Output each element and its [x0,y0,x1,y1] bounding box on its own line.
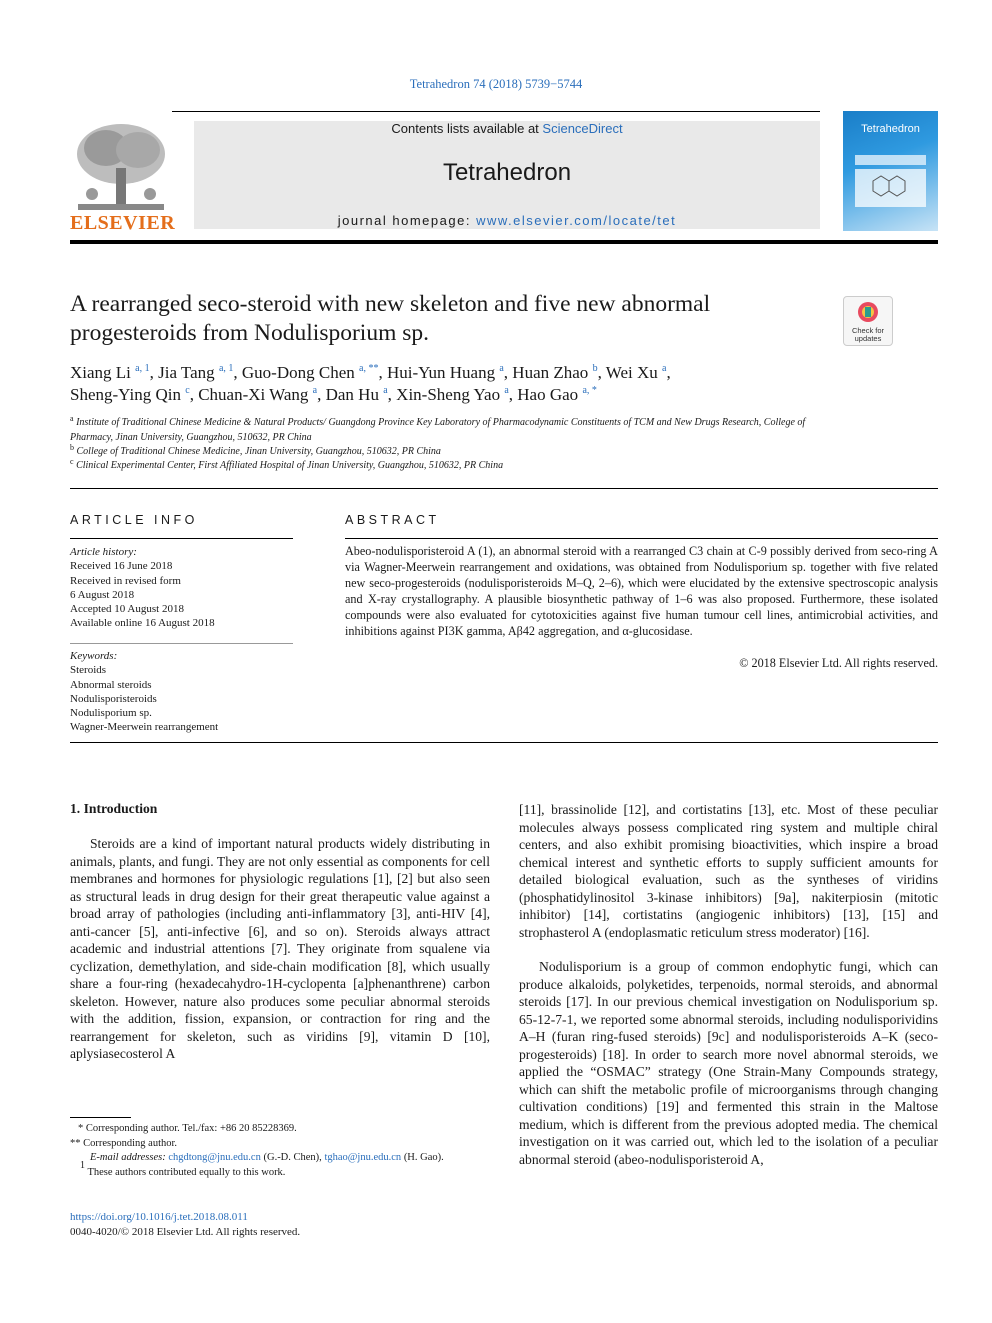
top-rule [172,111,820,112]
issn-line: 0040-4020/© 2018 Elsevier Ltd. All rights reserved. [70,1226,301,1238]
author[interactable]: Huan Zhao $^b$, [512,363,606,382]
author[interactable]: Dan Hu $^a$, [325,385,397,404]
abstract-end-rule [70,742,938,743]
journal-citation[interactable]: Tetrahedron 74 (2018) 5739−5744 [409,77,583,91]
abstract-rule [345,538,938,539]
footnote-emails: E-mail addresses: chgdtong@jnu.edu.cn (G.-D. Chen), tghao@jnu.edu.cn (H. Gao). [90,1152,444,1163]
keywords [70,649,293,735]
author[interactable]: Sheng-Ying Qin $^c$, [70,385,199,404]
journal-cover[interactable] [843,111,938,231]
history-item: 6 August 2018 [70,588,135,601]
header-rule [70,240,938,244]
footnote: $^1$ These authors contributed equally to this work. [80,1159,286,1178]
journal-masthead [194,121,820,229]
affil-rule [70,488,938,489]
footnote: * Corresponding author. Tel./fax: +86 20 85228369. [78,1123,297,1134]
author-list [70,362,920,406]
homepage-line [194,213,820,228]
footnote: ** Corresponding author. [70,1137,178,1149]
abstract-heading: ABSTRACT [345,513,440,527]
author[interactable]: Guo-Dong Chen $^{a, **}$, [241,363,387,382]
intro-paragraph: Steroids are a kind of important natural products widely distributing in animals, plants, and fungi. They are not only essential as components for cell membranes and hormones for physiologic regulations [1], [2] but also seen as structural leads in drug design for their great therapeutic value against a broad array of pathologies (including anti-inflammatory [3], anti-HIV [4], anti-cancer [5], anti-infective [6], and so on). Steroids always attract academic and industrial attentions [7]. They originate from squalene via cyclization, demethylation, and side-chain modification [8], which usually share a four-ring (hexadecahydro-1H-cyclopenta [a]phenanthrene) carbon skeleton. However, nature also produces some peculiar abnormal steroids with the addition, fission, expansion, or contraction for ring and the rearrangement for skeleton, such as viridins [9], vitamin D [10], aplysiasecosterol A [70,836,490,1061]
article-info-heading: ARTICLE INFO [70,513,198,527]
author[interactable]: Hui-Yun Huang $^a$, [386,363,513,382]
elsevier-wordmark: ELSEVIER [70,212,176,234]
intro-paragraph: Nodulisporium is a group of common endophytic fungi, which can produce alkaloids, polyketides, terpenoids, normal steroids, and abnormal steroids [17]. In our previous chemical investigation on Nodulisporium sp. 65-12-7-1, we reported some abnormal steroids, including nodulisporividins A–H (furan ring-fused steroids) [9c] and nodulisporisteroids A–K (seco-progesteroids) [18]. In order to search more novel abnormal steroids, we applied the “OSMAC” strategy (One Strain-Many Compounds strategy, which can shift the metabolic profile of microorganisms through changing cultivation conditions) [19] and fermented this strain in the Maltose medium, which is different from the previous adopted media. The chemical investigation on it was carried out, which led to the isolation of a peculiar abnormal steroid (abeo-nodulisporisteroid A, [519,959,938,1167]
keyword: Nodulisporisteroids [70,692,157,705]
cover-title: Tetrahedron [861,123,920,135]
email-link[interactable]: chgdtong@jnu.edu.cn [168,1152,261,1163]
journal-title: Tetrahedron [442,159,572,186]
keywords-rule [70,643,293,644]
affiliation: $^c$ Clinical Experimental Center, First Affiliated Hospital of Jinan University, Guangzhou, 510632, PR China [70,457,504,471]
check-updates-label: Check for updates [851,326,885,343]
homepage-link[interactable]: www.elsevier.com/locate/tet [476,213,677,228]
footnote-rule [70,1117,131,1118]
author[interactable]: Wei Xu $^a$, [605,363,671,382]
tree-icon [70,120,172,212]
keyword: Steroids [70,664,107,677]
history-item: Received 16 June 2018 [70,560,173,573]
author[interactable]: Jia Tang $^{a, 1}$, [158,363,242,382]
homepage-prefix: journal homepage: [337,213,477,228]
keywords-label: Keywords: [70,650,118,662]
keyword: Abnormal steroids [70,678,152,691]
keyword: Wagner-Meerwein rearrangement [70,721,219,734]
info-rule [70,538,293,539]
article-history [70,545,293,631]
doi-link[interactable]: https://doi.org/10.1016/j.tet.2018.08.011 [70,1211,248,1223]
author[interactable]: Chuan-Xi Wang $^a$, [198,385,326,404]
history-label: Article history: [70,546,137,558]
author[interactable]: Hao Gao $^{a, *}$ [517,385,597,404]
article-title: A rearranged seco-steroid with new skeleton and five new abnormal progesteroids from Nodulisporium sp. [70,291,711,346]
history-item: Received in revised form [70,574,181,587]
intro-paragraph: [11], brassinolide [12], and cortistatins [13], etc. Most of these peculiar molecules always possess complicated ring system and multiple chiral centers, and also exhibit promising bioactivities, which inspire a broad chemical interest and synthetic efforts to supply sufficient amounts for detailed biological evaluation, such as the syntheses of viridins (phosphatidylinositol 3-kinase inhibitors) [9a], nakiterpiosin (mitotic inhibitor) [14], cortistatins (angiogenic inhibitors) [13], [15] and strophasterol A (endoplasmatic reticulum stress moderator) [16]. [519,802,938,940]
contents-prefix: Contents lists available at [391,121,543,136]
bookmark-icon [857,301,879,325]
history-item: Accepted 10 August 2018 [70,603,184,616]
email-link[interactable]: tghao@jnu.edu.cn [324,1152,402,1163]
cover-graphic-icon [853,151,928,211]
author[interactable]: Xiang Li $^{a, 1}$, [70,363,159,382]
abstract-copyright: © 2018 Elsevier Ltd. All rights reserved. [739,656,938,670]
abstract-text: Abeo-nodulisporisteroid A (1), an abnormal steroid with a rearranged C3 chain at C-9 possibly derived from seco-ring A via Wagner-Meerwein rearrangement and oxidations, was obtained from Nodulisporium sp. together with five related new seco-progesteroids (nodulisporisteroids M–Q, 2–6), which were elucidated by the extensive spectroscopic analysis and X-ray crystallography. A plausible biosynthetic pathway of 1–6 was also proposed. Furthermore, these isolated compounds were also evaluated for cytotoxicities against five human tumour cell lines, antimicrobial activities, and inhibitions against PI3K gamma, Aβ42 aggregation, and α-glucosidase. [345,544,938,638]
affiliation: $^b$ College of Traditional Chinese Medicine, Jinan University, Guangzhou, 510632, PR China [70,443,441,457]
check-updates-button[interactable] [843,296,893,346]
affiliation: $^a$ Institute of Traditional Chinese Medicine & Natural Products/ Guangdong Province Key Laboratory of Pharmacodynamic Constituents of TCM and New Drugs Research, College of Pharmacy, Jinan University, Guangzhou, 510632, PR China [70,414,806,443]
author[interactable]: Xin-Sheng Yao $^a$, [396,385,518,404]
keyword: Nodulisporium sp. [70,707,152,720]
section-heading: 1. Introduction [70,801,158,816]
footnotes [70,1122,490,1180]
history-item: Available online 16 August 2018 [70,617,215,630]
contents-line [194,121,820,136]
sciencedirect-link[interactable]: ScienceDirect [542,121,623,136]
